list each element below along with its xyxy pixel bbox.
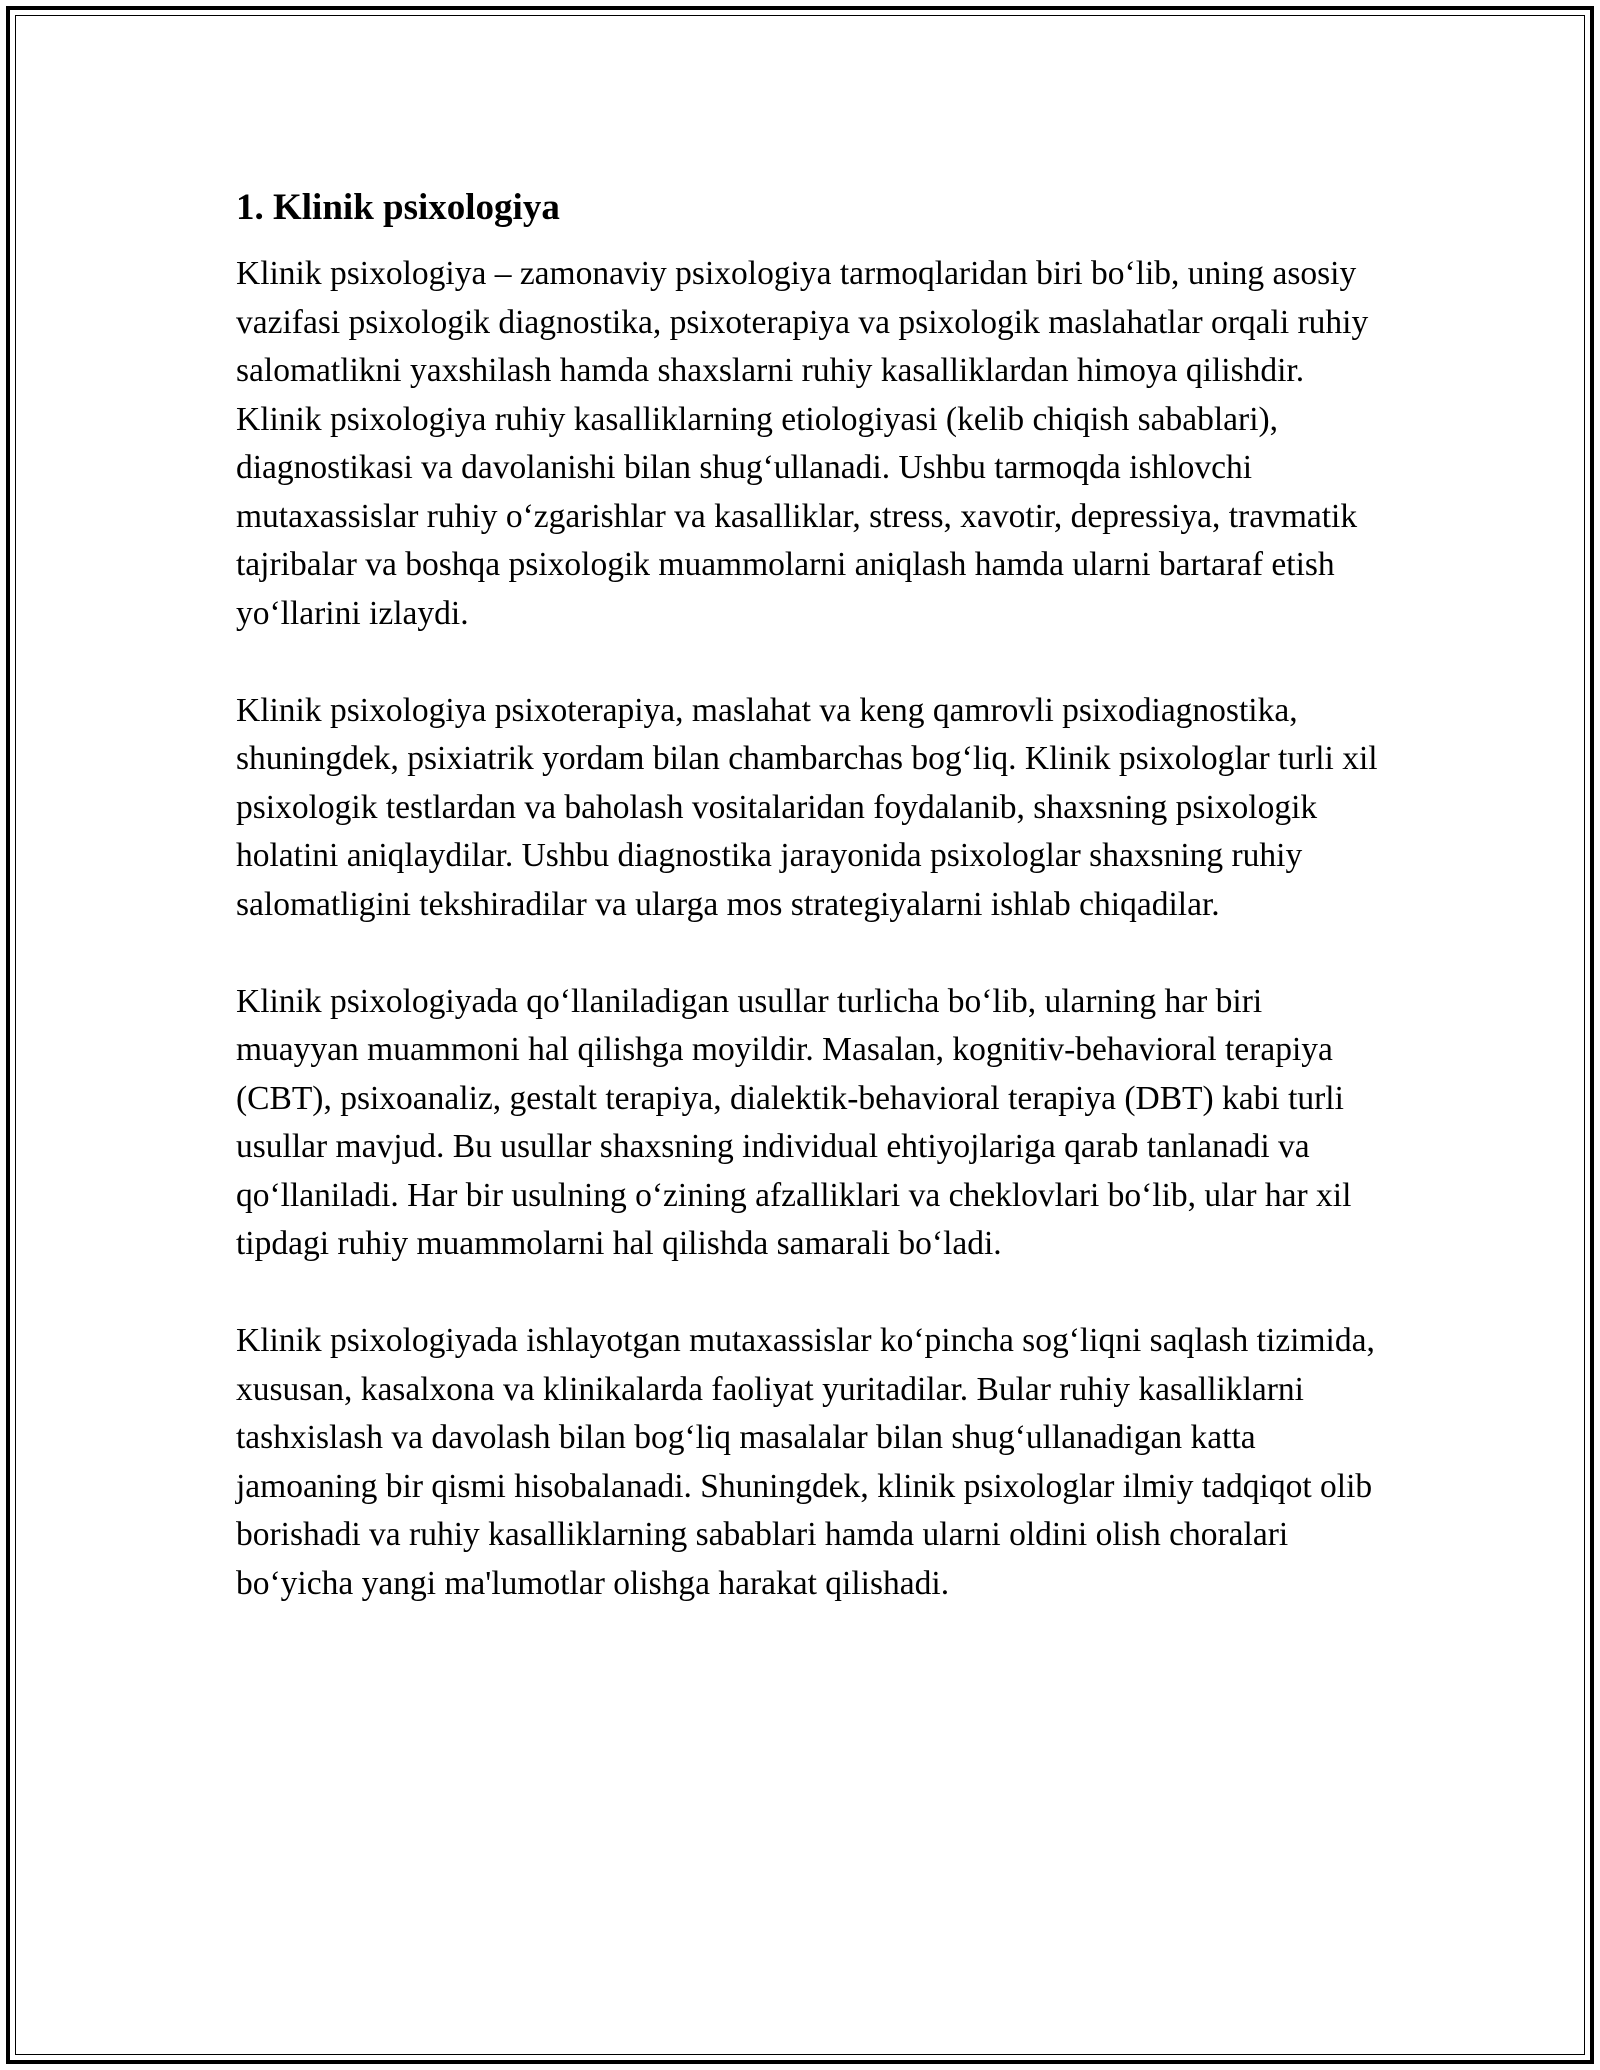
section-heading: 1. Klinik psixologiya [236,187,560,228]
document-body [236,186,1386,1608]
paragraph-1: Klinik psixologiya – zamonaviy psixologiya tarmoqlaridan biri bo‘lib, uning asosiy vazifasi psixologik diagnostika, psixoterapiya va psixologik maslahatlar orqali ruhiy salomatlikni yaxshilash hamda shaxslarni ruhiy kasalliklardan himoya qilishdir. Klinik psixologiya ruhiy kasalliklarning etiologiyasi (kelib chiqish sabablari), diagnostikasi va davolanishi bilan shug‘ullanadi. Ushbu tarmoqda ishlovchi mutaxassislar ruhiy o‘zgarishlar va kasalliklar, stress, xavotir, depressiya, travmatik tajribalar va boshqa psixologik muammolarni aniqlash hamda ularni bartaraf etish yo‘llarini izlaydi. [236,255,1369,632]
paragraph-3: Klinik psixologiyada qo‘llaniladigan usullar turlicha bo‘lib, ularning har biri muayyan muammoni hal qilishga moyildir. Masalan, kognitiv-behavioral terapiya (CBT), psixoanaliz, gestalt terapiya, dialektik-behavioral terapiya (DBT) kabi turli usullar mavjud. Bu usullar shaxsning individual ehtiyojlariga qarab tanlanadi va qo‘llaniladi. Har bir usulning o‘zining afzalliklari va cheklovlari bo‘lib, ular har xil tipdagi ruhiy muammolarni hal qilishda samarali bo‘ladi. [236,982,1352,1262]
paragraph-4: Klinik psixologiyada ishlayotgan mutaxassislar ko‘pincha sog‘liqni saqlash tizimida, xususan, kasalxona va klinikalarda faoliyat yuritadilar. Bular ruhiy kasalliklarni tashxislash va davolash bilan bog‘liq masalalar bilan shug‘ullanadigan katta jamoaning bir qismi hisobalanadi. Shuningdek, klinik psixologlar ilmiy tadqiqot olib borishadi va ruhiy kasalliklarning sabablari hamda ularni oldini olish choralari bo‘yicha yangi ma'lumotlar olishga harakat qilishadi. [236,1322,1375,1602]
paragraph-2: Klinik psixologiya psixoterapiya, maslahat va keng qamrovli psixodiagnostika, shuningdek, psixiatrik yordam bilan chambarchas bog‘liq. Klinik psixologlar turli xil psixologik testlardan va baholash vositalaridan foydalanib, shaxsning psixologik holatini aniqlaydilar. Ushbu diagnostika jarayonida psixologlar shaxsning ruhiy salomatligini tekshiradilar va ularga mos strategiyalarni ishlab chiqadilar. [236,691,1378,923]
